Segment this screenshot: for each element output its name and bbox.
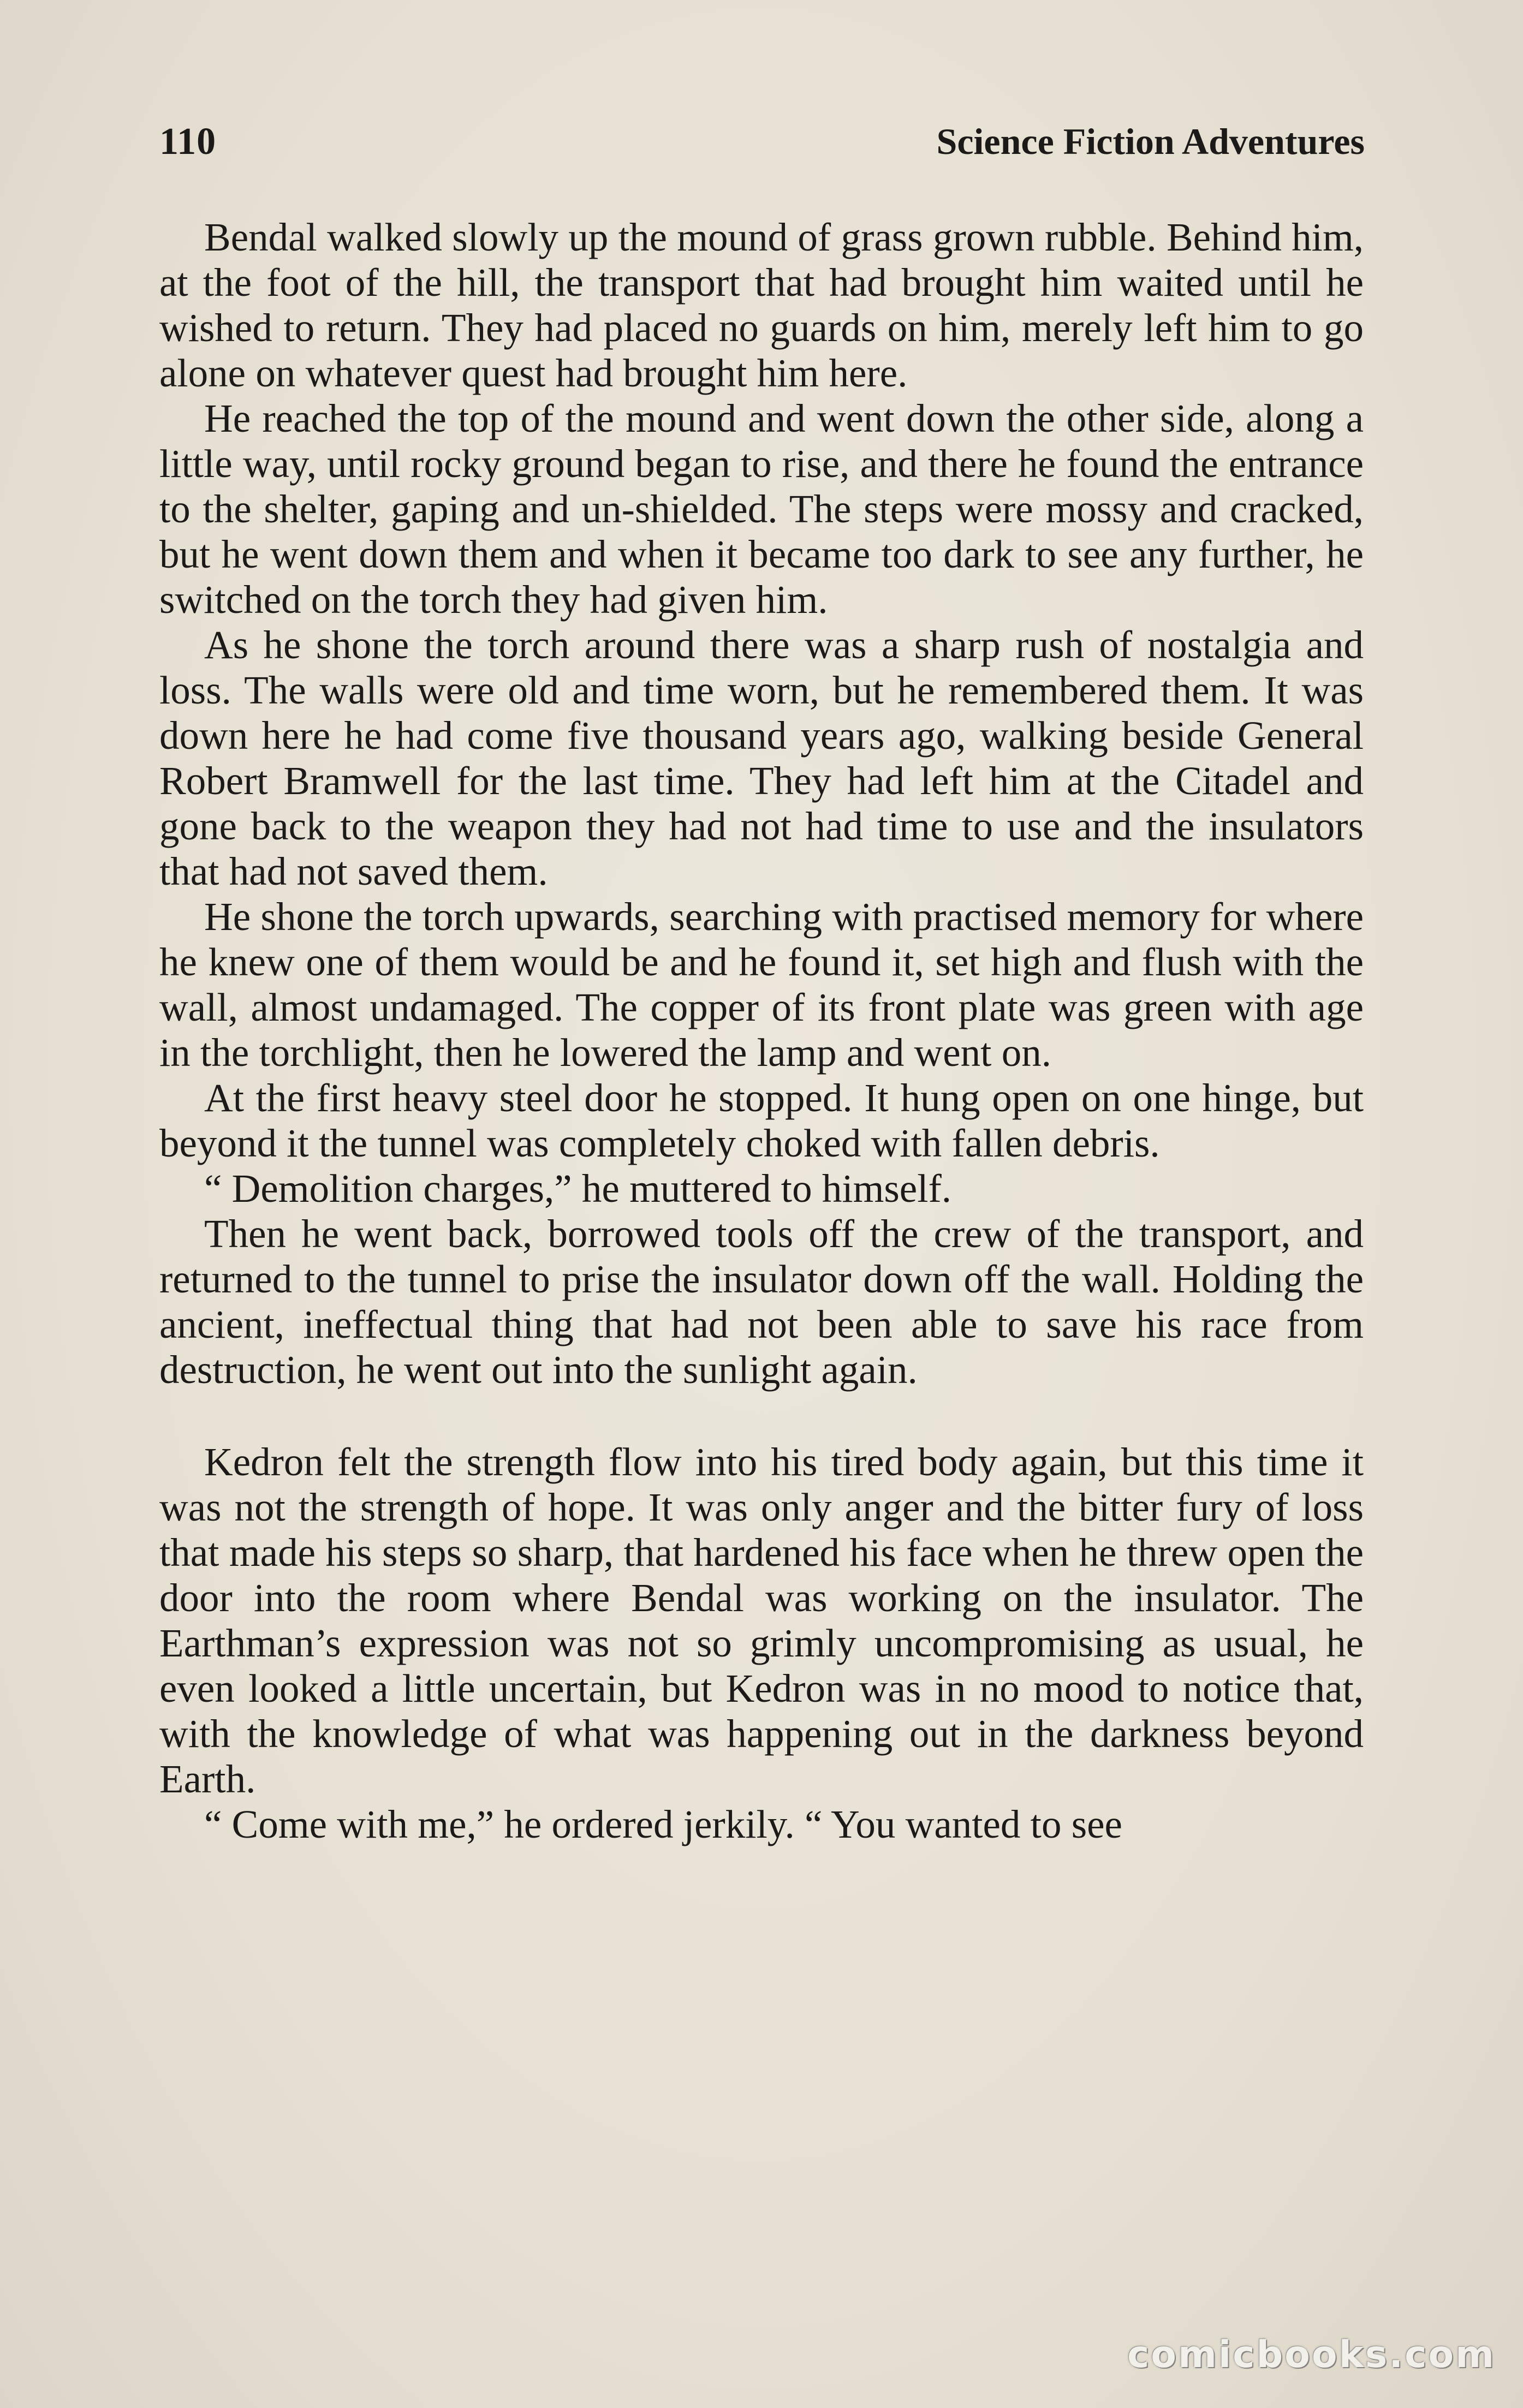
paragraph: “ Come with me,” he ordered jerkily. “ You wanted to see (204, 1802, 1122, 1846)
page-number: 110 (159, 121, 217, 163)
paragraph: Bendal walked slowly up the mound of grass grown rubble. Behind him, at the foot of the hill, the transport that had brought him waited until he wished to return. They had placed no guards on him, merely left him to go alone on whatever quest had brought him here. (159, 215, 1364, 395)
paragraph: He shone the torch upwards, searching with practised memory for where he knew one of them would be and he found it, set high and flush with the wall, almost undamaged. The copper of its front plate was green with age in the torchlight, then he lowered the lamp and went on. (159, 895, 1364, 1075)
paragraph: As he shone the torch around there was a sharp rush of nostalgia and loss. The walls were old and time worn, but he remembered them. It was down here he had come five thousand years ago, walking beside General Robert Bramwell for the last time. They had left him at the Citadel and gone back to the weapon they had not had time to use and the insulators that had not saved them. (159, 623, 1364, 893)
body-text (159, 214, 1364, 1847)
paragraph: At the first heavy steel door he stopped. It hung open on one hinge, but beyond it the tunnel was completely choked with fallen debris. (159, 1076, 1364, 1165)
paragraph: Kedron felt the strength flow into his tired body again, but this time it was not the strength of hope. It was only anger and the bitter fury of loss that made his steps so sharp, that hardened his face when he threw open the door into the room where Bendal was working on the insulator. The Earthman’s expression was not so grimly uncompromising as usual, he even looked a little uncertain, but Kedron was in no mood to notice that, with the knowledge of what was happening out in the darkness beyond Earth. (159, 1440, 1364, 1801)
paragraph: “ Demolition charges,” he muttered to himself. (204, 1166, 952, 1211)
running-head: Science Fiction Adventures (936, 121, 1365, 162)
paragraph: Then he went back, borrowed tools off the crew of the transport, and returned to the tunnel to prise the insulator down off the wall. Holding the ancient, ineffectual thing that had not been able to save his race from destruction, he went out into the sunlight again. (159, 1212, 1364, 1392)
paragraph: He reached the top of the mound and went down the other side, along a little way, until rocky ground began to rise, and there he found the entrance to the shelter, gaping and un-shielded. The steps were mossy and cracked, but he went down them and when it became too dark to see any further, he switched on the torch they had given him. (159, 396, 1364, 622)
watermark: comicbooks.com (1127, 2333, 1496, 2376)
page-header (159, 120, 1365, 180)
